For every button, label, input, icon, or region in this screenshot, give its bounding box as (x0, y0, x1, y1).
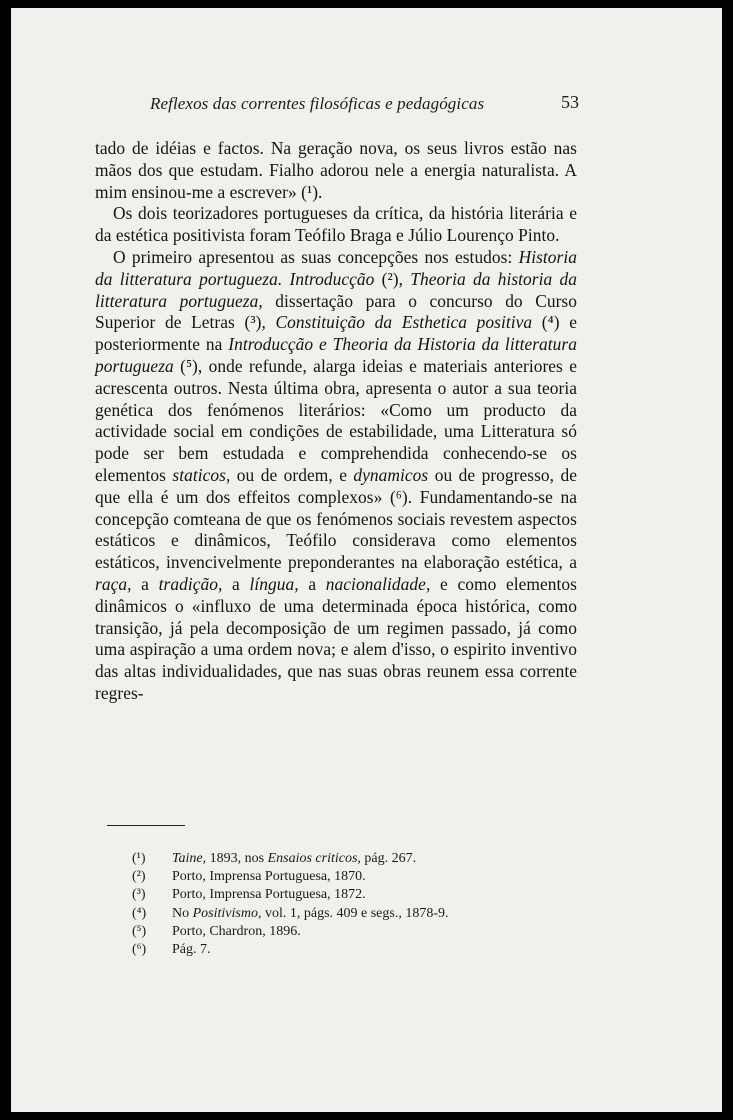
footnote-number: (³) (132, 887, 146, 903)
footnote-number: (⁴) (132, 905, 147, 921)
body-text (95, 138, 577, 705)
text-run: (²), (374, 268, 411, 289)
footnote-italic: Ensaios criticos, (267, 851, 361, 866)
italic-title: Theoria da historia da litteratura portugueza, (95, 268, 577, 311)
paragraph-3 (95, 247, 577, 705)
italic-term: raça, (95, 573, 132, 594)
footnote-italic: Positivismo, (192, 905, 262, 921)
italic-title: Historia da litteratura portugueza. Introducção (95, 246, 577, 289)
footnote-rule (107, 825, 185, 826)
footnote-number: (²) (132, 869, 146, 885)
text-run: (⁵), onde refunde, alarga ideias e materiais anteriores e acrescenta outros. Nesta última obra, apresenta o autor a sua teoria genética dos fenómenos literários: «Como um producto da actividade social em condições de estabilidade, uma Litteratura só pode ser bem estudada e comprehendida conhecendo-se os elementos (95, 355, 577, 485)
text-run: e como elementos dinâmicos o «influxo de uma determinada época histórica, como transição, já pela decomposição de um regimen passado, já como uma aspiração a uma ordem nova; e alem d'isso, o espirito inventivo das altas individualidades, que nas suas obras reunem essa corrente regres- (95, 573, 577, 703)
page-header (11, 90, 722, 118)
text-run: ou de progresso, de que ella é um dos effeitos complexos» (⁶). Fundamentando-se na concepção comteana de que os fenómenos sociais revestem aspectos estáticos e dinâmicos, Teófilo considerava como elementos estáticos, invencivelmente preponderantes na elaboração estética, a (95, 464, 578, 573)
book-page (11, 8, 722, 1112)
running-title: Reflexos das correntes filosóficas e pedagógicas (150, 94, 485, 113)
footnote (132, 868, 552, 886)
footnote (132, 905, 552, 923)
footnote-text: pág. 267. (360, 851, 417, 866)
footnote (132, 850, 552, 868)
paragraph-1 (95, 138, 577, 203)
text-run: a (298, 573, 326, 594)
italic-title: Introducção e Theoria da Historia da litteratura portugueza (95, 334, 577, 376)
text-run: dissertação para o concurso do Curso Superior de Letras (³), (95, 290, 577, 333)
page-number: 53 (561, 92, 579, 112)
footnote-text: Porto, Imprensa Portuguesa, 1872. (172, 887, 366, 903)
italic-term: tradição, (158, 573, 223, 594)
text-run: O primeiro apresentou as suas concepções nos estudos: (113, 246, 519, 267)
footnotes (132, 850, 552, 959)
italic-term: staticos, (172, 464, 231, 485)
footnote (132, 923, 552, 941)
text-run: ou de ordem, e (230, 464, 354, 485)
footnote-number: (¹) (132, 851, 146, 866)
footnote-text: Pág. 7. (172, 942, 211, 958)
footnote-text: No (172, 905, 193, 921)
text-run: a (222, 573, 250, 594)
italic-term: língua, (249, 573, 299, 594)
footnote (132, 886, 552, 904)
footnote-text: Porto, Chardron, 1896. (172, 923, 301, 939)
footnote-text: vol. 1, págs. 409 e segs., 1878-9. (261, 905, 449, 921)
paragraph-2 (95, 203, 577, 247)
footnote-number: (⁵) (132, 923, 147, 939)
footnote-number: (⁶) (132, 942, 147, 958)
italic-term: nacionalidade, (325, 573, 431, 594)
text-run: (⁴) e posteriormente na (95, 312, 577, 355)
text-run: tado de idéias e factos. Na geração nova, os seus livros estão nas mãos dos que estudam. Fialho adorou nele a energia naturalista. A mim ensinou-me a escrever» (¹). (95, 138, 577, 202)
text-run: Os dois teorizadores portugueses da crítica, da história literária e da estética positivista foram Teófilo Braga e Júlio Lourenço Pinto. (95, 203, 577, 246)
italic-term: dynamicos (353, 464, 429, 485)
text-run: a (131, 573, 159, 594)
italic-title: Constituição da Esthetica positiva (275, 312, 533, 333)
footnote-text: 1893, nos (206, 851, 268, 866)
footnote (132, 941, 552, 959)
footnote-italic: Taine, (172, 851, 207, 866)
footnote-text: Porto, Imprensa Portuguesa, 1870. (172, 869, 366, 885)
